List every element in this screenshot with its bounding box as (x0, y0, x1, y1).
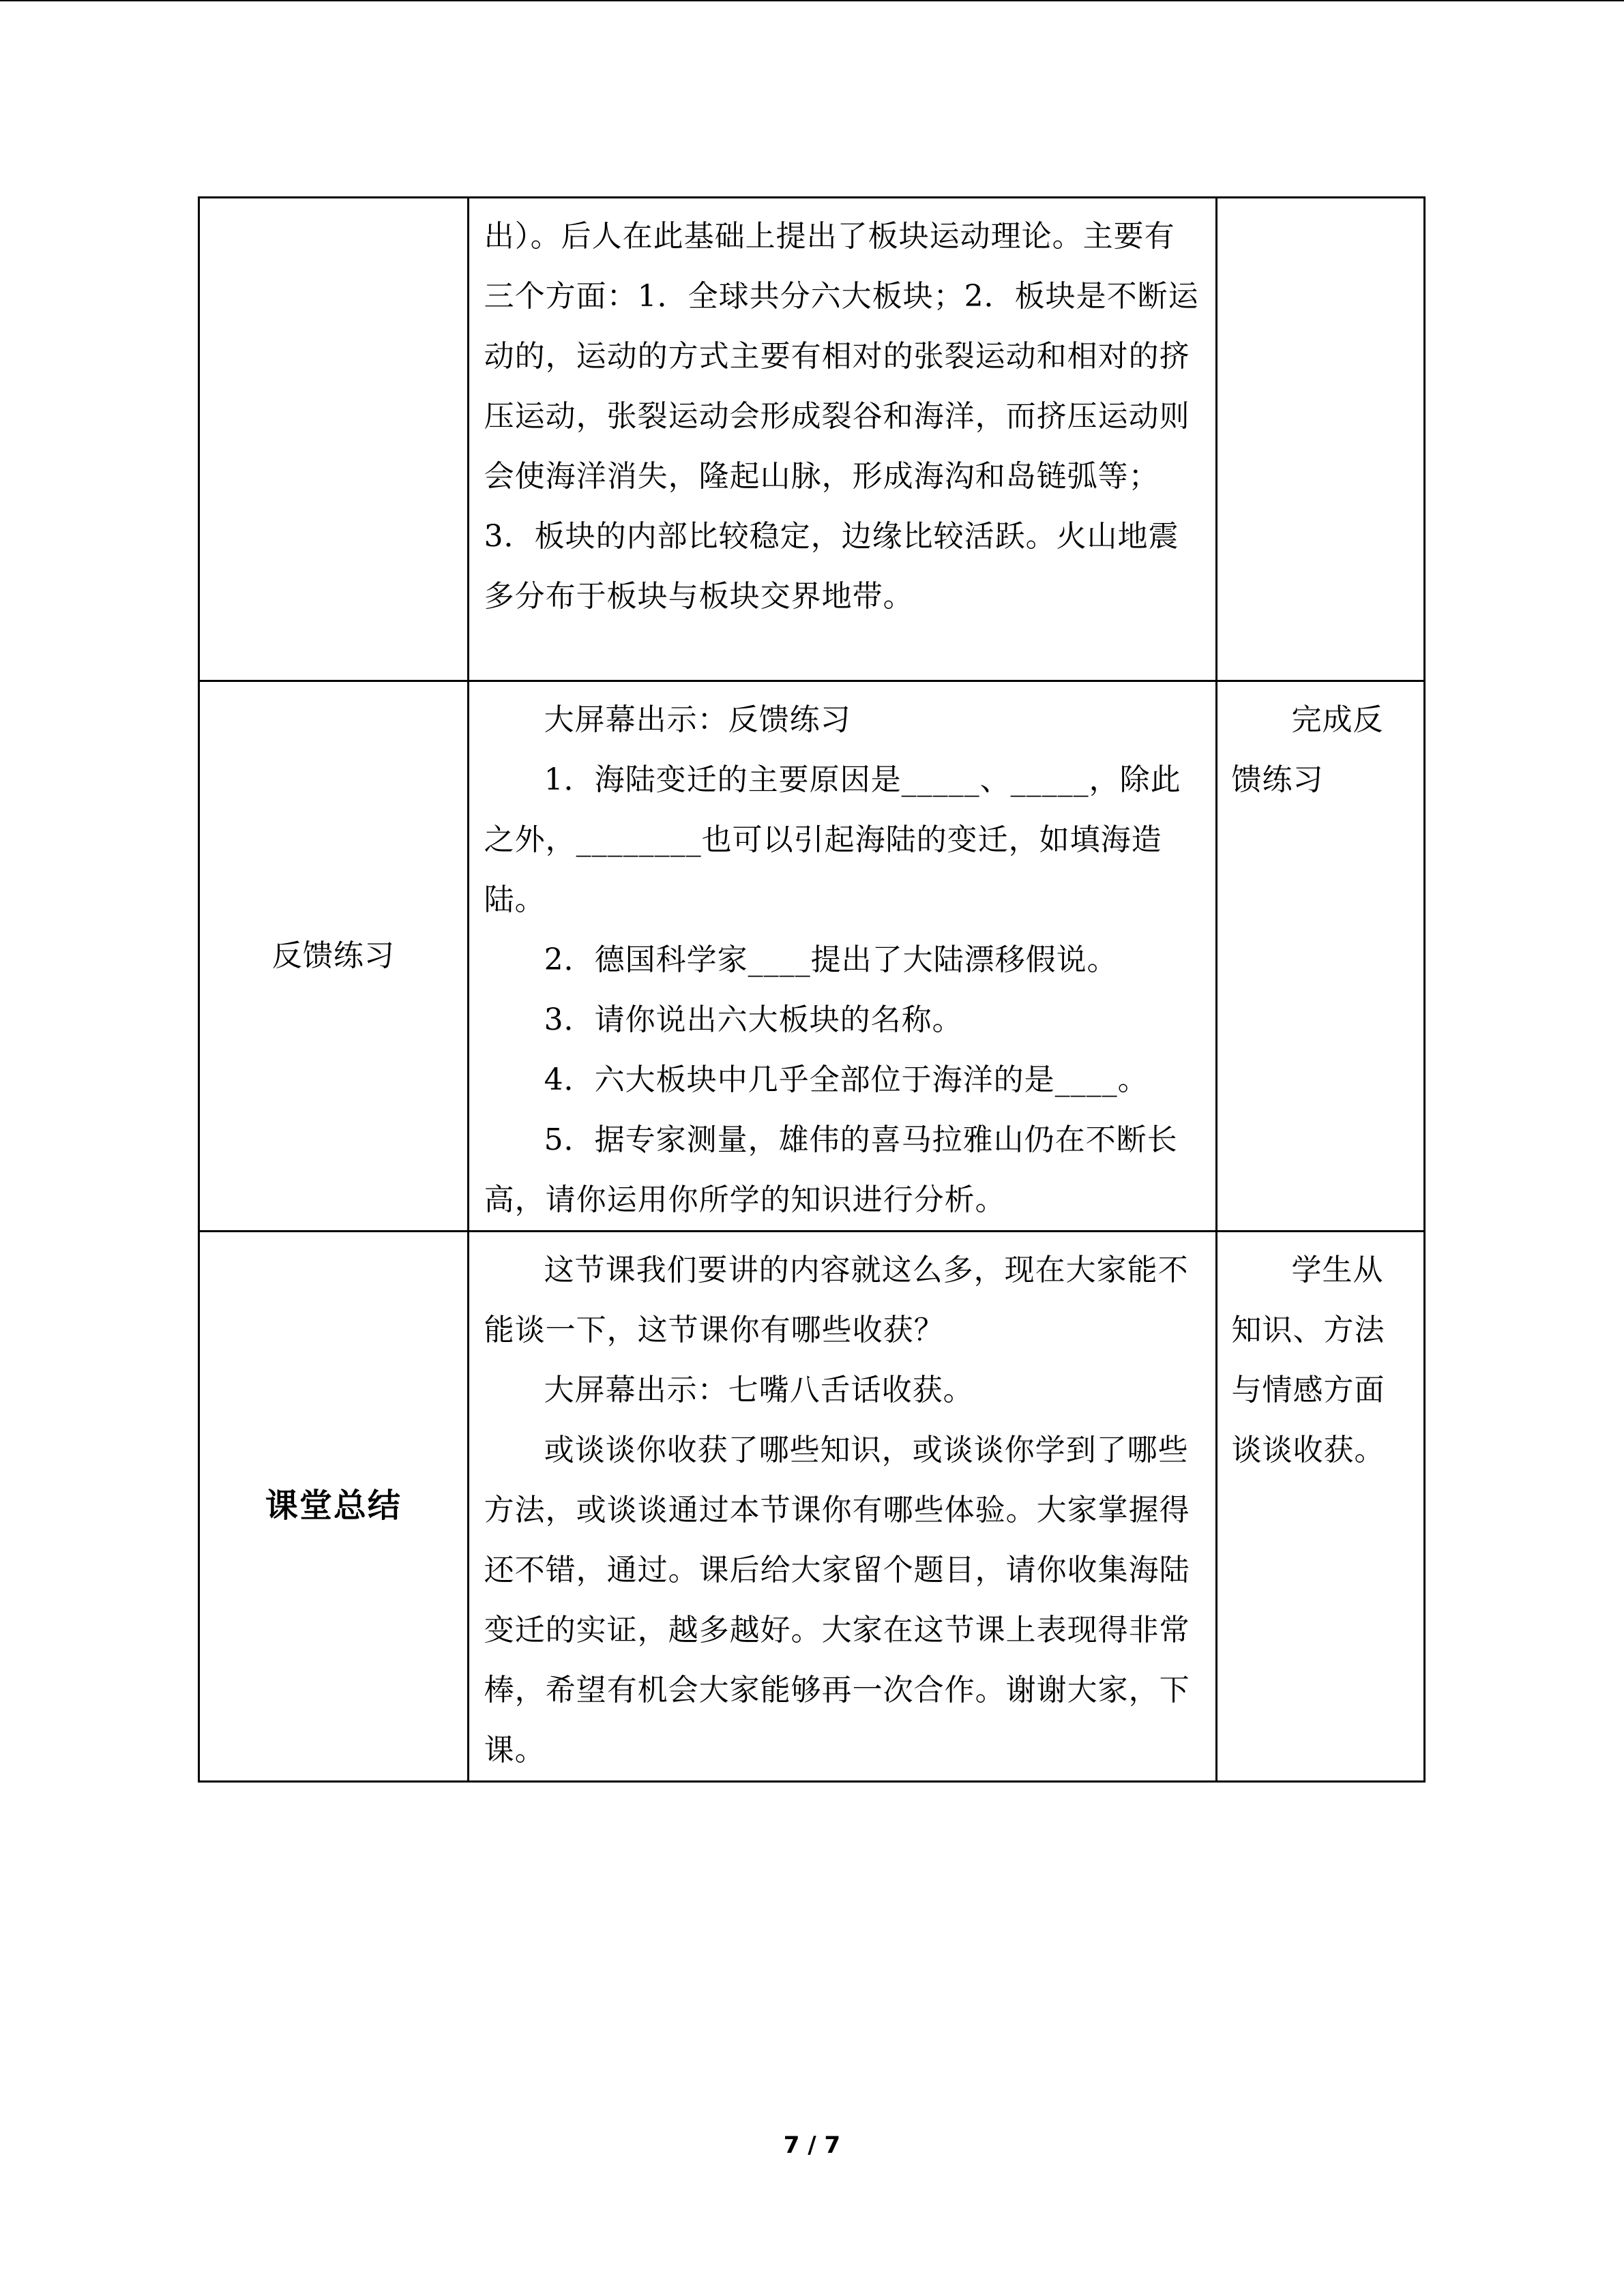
page-number: 7 / 7 (783, 2132, 841, 2159)
content-paragraph: 出）。后人在此基础上提出了板块运动理论。主要有三个方面：1．全球共分六大板块；2．板块是不断运动的，运动的方式主要有相对的张裂运动和相对的挤压运动，张裂运动会形成裂谷和海洋，而挤压运动则会使海洋消失，隆起山脉，形成海沟和岛链弧等；3．板块的内部比较稳定，边缘比较活跃。火山地震多分布于板块与板块交界地带。 (484, 219, 1199, 614)
content-cell (468, 1232, 1217, 1782)
content-paragraph: 大屏幕出示：反馈练习 (544, 702, 851, 737)
section-label-cell (199, 1232, 469, 1782)
exercise-question-1: 1．海陆变迁的主要原因是_____、_____，除此之外，________也可以引起海陆的变迁，如填海造陆。 (484, 762, 1181, 917)
content-paragraph: 大屏幕出示：七嘴八舌话收获。 (544, 1373, 974, 1407)
section-label-summary: 课堂总结 (265, 1487, 402, 1525)
content-paragraph: 或谈谈你收获了哪些知识，或谈谈你学到了哪些方法，或谈谈通过本节课你有哪些体验。大家掌握得还不错，通过。课后给大家留个题目，请你收集海陆变迁的实证，越多越好。大家在这节课上表现得非常棒，希望有机会大家能够再一次合作。谢谢大家，下课。 (484, 1433, 1190, 1768)
exercise-question-4: 4．六大板块中几乎全部位于海洋的是____。 (544, 1062, 1149, 1097)
exercise-question-2: 2．德国科学家____提出了大陆漂移假说。 (544, 942, 1118, 977)
section-label-cell (199, 681, 469, 1232)
lesson-plan-table (198, 196, 1426, 1783)
activity-cell (1217, 198, 1425, 681)
activity-cell (1217, 1232, 1425, 1782)
table-row (199, 1232, 1425, 1782)
activity-text: 学生从知识、方法与情感方面谈谈收获。 (1231, 1253, 1385, 1467)
exercise-question-3: 3．请你说出六大板块的名称。 (544, 1002, 963, 1037)
content-cell (468, 681, 1217, 1232)
table-row (199, 198, 1425, 681)
content-cell (468, 198, 1217, 681)
table-row (199, 681, 1425, 1232)
section-label-cell (199, 198, 469, 681)
activity-cell (1217, 681, 1425, 1232)
content-paragraph: 这节课我们要讲的内容就这么多，现在大家能不能谈一下，这节课你有哪些收获？ (484, 1253, 1189, 1347)
exercise-question-5: 5．据专家测量，雄伟的喜马拉雅山仍在不断长高，请你运用你所学的知识进行分析。 (484, 1122, 1178, 1217)
page-top-border (0, 0, 1624, 1)
activity-text: 完成反馈练习 (1231, 702, 1384, 797)
section-label-feedback: 反馈练习 (271, 938, 395, 973)
